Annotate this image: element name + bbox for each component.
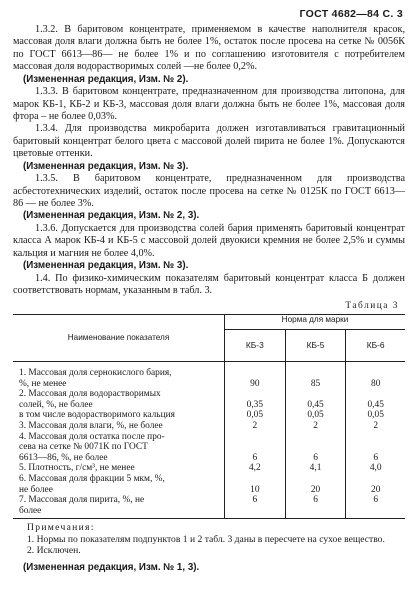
- indicator-name-line: 6. Массовая доля фракции 5 мкм, %,: [19, 474, 165, 485]
- norm-value: 80: [371, 378, 381, 389]
- indicator-name: [13, 463, 225, 474]
- norm-value: 6: [252, 452, 258, 463]
- amendment-note: (Измененная редакция, Изм. № 2).: [23, 73, 189, 85]
- norm-value: 4,0: [369, 463, 382, 474]
- indicator-name-line: более: [19, 505, 42, 516]
- indicator-name-line: 3. Массовая доля влаги, %, не более: [19, 421, 163, 432]
- indicator-name-line: не более: [19, 484, 53, 495]
- document-body: [13, 24, 405, 574]
- amendment-note: (Измененная редакция, Изм. № 3).: [23, 260, 189, 272]
- indicator-name-line: солей, %, не более: [19, 399, 93, 410]
- norm-value: 6: [313, 452, 318, 463]
- norm-value: [286, 368, 346, 379]
- table-row: [13, 362, 405, 390]
- norm-value: 10: [250, 484, 260, 495]
- norm-value: [225, 368, 285, 379]
- table-row: [13, 495, 405, 519]
- paragraph: 1.4. По физико-химическим показателям баритовый концентрат класса Б должен соответствовать нормам, указанным в табл. 3.: [13, 272, 405, 297]
- norm-value-кб-3: [225, 432, 286, 464]
- indicator-name-line: в том числе водорастворимого кальция: [19, 410, 175, 421]
- norm-value: [346, 389, 405, 400]
- table-caption: Таблица 3: [345, 300, 399, 311]
- paragraph: 1.3.4. Для производства микробарита должен изготавливаться гравитационный баритовый концентрат белого цвета с массовой долей пирита не более 1%. Допускаются цветовые оттенки.: [13, 123, 405, 160]
- norm-value: 2: [313, 421, 318, 432]
- indicator-name: [13, 421, 225, 432]
- norm-value-кб-6: [346, 495, 405, 519]
- paragraph: 1.3.6. Допускается для производства солей бария применять баритовый концентрат класса А марок КБ-4 и КБ-5 с массовой долей двуокиси кремния не более 2,5% и суммы кальция и магния не более 4,0%.: [13, 223, 405, 259]
- paragraph: 1.3.3. В баритовом концентрате, предназначенном для производства литопона, для марок КБ-1, КБ-2 и КБ-3, массовая доля влаги должна быть не более 1%, массовая доля фтора – не более 0,03%.: [13, 86, 405, 123]
- indicator-name: [13, 495, 225, 519]
- norm-value-кб-5: [285, 463, 346, 474]
- norm-value: [346, 432, 405, 443]
- norm-value-кб-5: [285, 421, 346, 432]
- norm-value: 90: [250, 378, 260, 389]
- norm-value: [346, 368, 405, 379]
- indicator-name-line: %, не менее: [19, 378, 67, 389]
- paragraph: 1.3.2. В баритовом концентрате, применяемом в качестве наполнителя красок, массовая доля влаги должна быть не более 1%, остаток после просева на сетке № 0056К по ГОСТ 6613—86— не более 1% и по соглашению изготовителя с потребителем массовая доля водорастворимых солей —не более 0,2%.: [13, 24, 405, 73]
- norm-value-кб-5: [285, 432, 346, 464]
- table-body: [13, 362, 405, 519]
- table-3: [13, 314, 405, 519]
- table-row: [13, 463, 405, 474]
- norm-value: [286, 432, 346, 443]
- norm-value: 2: [252, 421, 258, 432]
- page-header: ГОСТ 4682—84 С. 3: [299, 8, 403, 20]
- norm-value: [286, 474, 346, 485]
- indicator-name: [13, 474, 225, 495]
- norm-value: [346, 442, 405, 453]
- amendment-note: (Измененная редакция, Изм. № 2, 3).: [23, 210, 200, 222]
- norm-value: 0,05: [246, 410, 264, 421]
- paragraph: 1.3.5. В баритовом концентрате, предназначенном для производства асбестотехнических изделий, остаток после просева на сетке № 0125К по ГОСТ 6613—86 — не более 3%.: [13, 173, 405, 210]
- amendment-note: (Измененная редакция, Изм. № 1, 3).: [23, 562, 200, 574]
- norm-value: 6: [373, 495, 379, 506]
- norm-value: 0,05: [307, 410, 324, 421]
- norm-value-кб-6: [346, 421, 405, 432]
- table-row: [13, 474, 405, 495]
- table-row: [13, 432, 405, 464]
- table-notes: [13, 522, 405, 556]
- norm-value: 2: [373, 421, 379, 432]
- norm-value: 20: [371, 484, 381, 495]
- norm-value-кб-5: [285, 474, 346, 495]
- table-row: [13, 389, 405, 421]
- table-row: [13, 421, 405, 432]
- norm-value: [225, 432, 285, 443]
- column-header-indicator: Наименование показателя: [13, 315, 225, 362]
- norm-value: 0,35: [246, 399, 264, 410]
- note-item: 1. Нормы по показателям подпунктов 1 и 2 табл. 3 даны в пересчете на сухое вещество.: [27, 533, 385, 545]
- norm-value-кб-5: [285, 495, 346, 519]
- norm-value-кб-3: [225, 421, 286, 432]
- norm-value-кб-3: [225, 389, 286, 421]
- indicator-name-line: 6613—86, %, не более: [19, 452, 108, 463]
- norm-value: 0,45: [367, 399, 384, 410]
- amendment-note: (Измененная редакция, Изм. № 3).: [23, 160, 189, 172]
- norm-value-кб-5: [285, 389, 346, 421]
- column-header-mark-1: КБ-3: [225, 330, 286, 362]
- norm-value: 4,1: [309, 463, 322, 474]
- indicator-name: [13, 389, 225, 421]
- norm-value: 85: [310, 378, 321, 389]
- text-blocks: [13, 24, 405, 298]
- norm-value-кб-6: [346, 463, 405, 474]
- norm-value: [286, 389, 346, 400]
- indicator-name: [13, 362, 225, 390]
- notes-title: Примечания:: [27, 522, 95, 534]
- norm-value: [286, 442, 346, 453]
- note-item: 2. Исключен.: [27, 544, 81, 556]
- indicator-name: [13, 432, 225, 464]
- indicator-name-line: 1. Массовая доля сернокислого бария,: [19, 368, 172, 379]
- norm-value: 20: [310, 484, 321, 495]
- norm-value: [225, 442, 285, 453]
- norm-value-кб-3: [225, 474, 286, 495]
- norm-value: 6: [373, 452, 379, 463]
- norm-value-кб-6: [346, 474, 405, 495]
- norm-value-кб-6: [346, 362, 405, 390]
- norm-value: 0,05: [367, 410, 384, 421]
- norm-value-кб-3: [225, 362, 286, 390]
- indicator-name-line: 7. Массовая доля пирита, %, не: [19, 495, 145, 506]
- norm-value: 0,45: [307, 399, 324, 410]
- norm-value: [225, 389, 285, 400]
- column-header-mark-3: КБ-6: [346, 330, 405, 362]
- norm-value-кб-6: [346, 389, 405, 421]
- column-header-norm: Норма для марки: [225, 315, 406, 330]
- norm-value: 6: [252, 495, 258, 506]
- column-header-mark-2: КБ-5: [285, 330, 346, 362]
- indicator-name-line: 4. Массовая доля остатка после про-: [19, 431, 165, 442]
- norm-value-кб-3: [225, 463, 286, 474]
- norm-value-кб-3: [225, 495, 286, 519]
- indicator-name-line: 5. Плотность, г/см³, не менее: [19, 463, 135, 474]
- indicator-name-line: 2. Массовая доля водорастворимых: [19, 389, 161, 400]
- indicator-name-line: сева на сетке № 0071К по ГОСТ: [19, 442, 148, 453]
- norm-value: [225, 474, 285, 485]
- norm-value-кб-5: [285, 362, 346, 390]
- norm-value: [346, 474, 405, 485]
- norm-value-кб-6: [346, 432, 405, 464]
- norm-value: 6: [313, 495, 318, 506]
- norm-value: 4,2: [248, 463, 261, 474]
